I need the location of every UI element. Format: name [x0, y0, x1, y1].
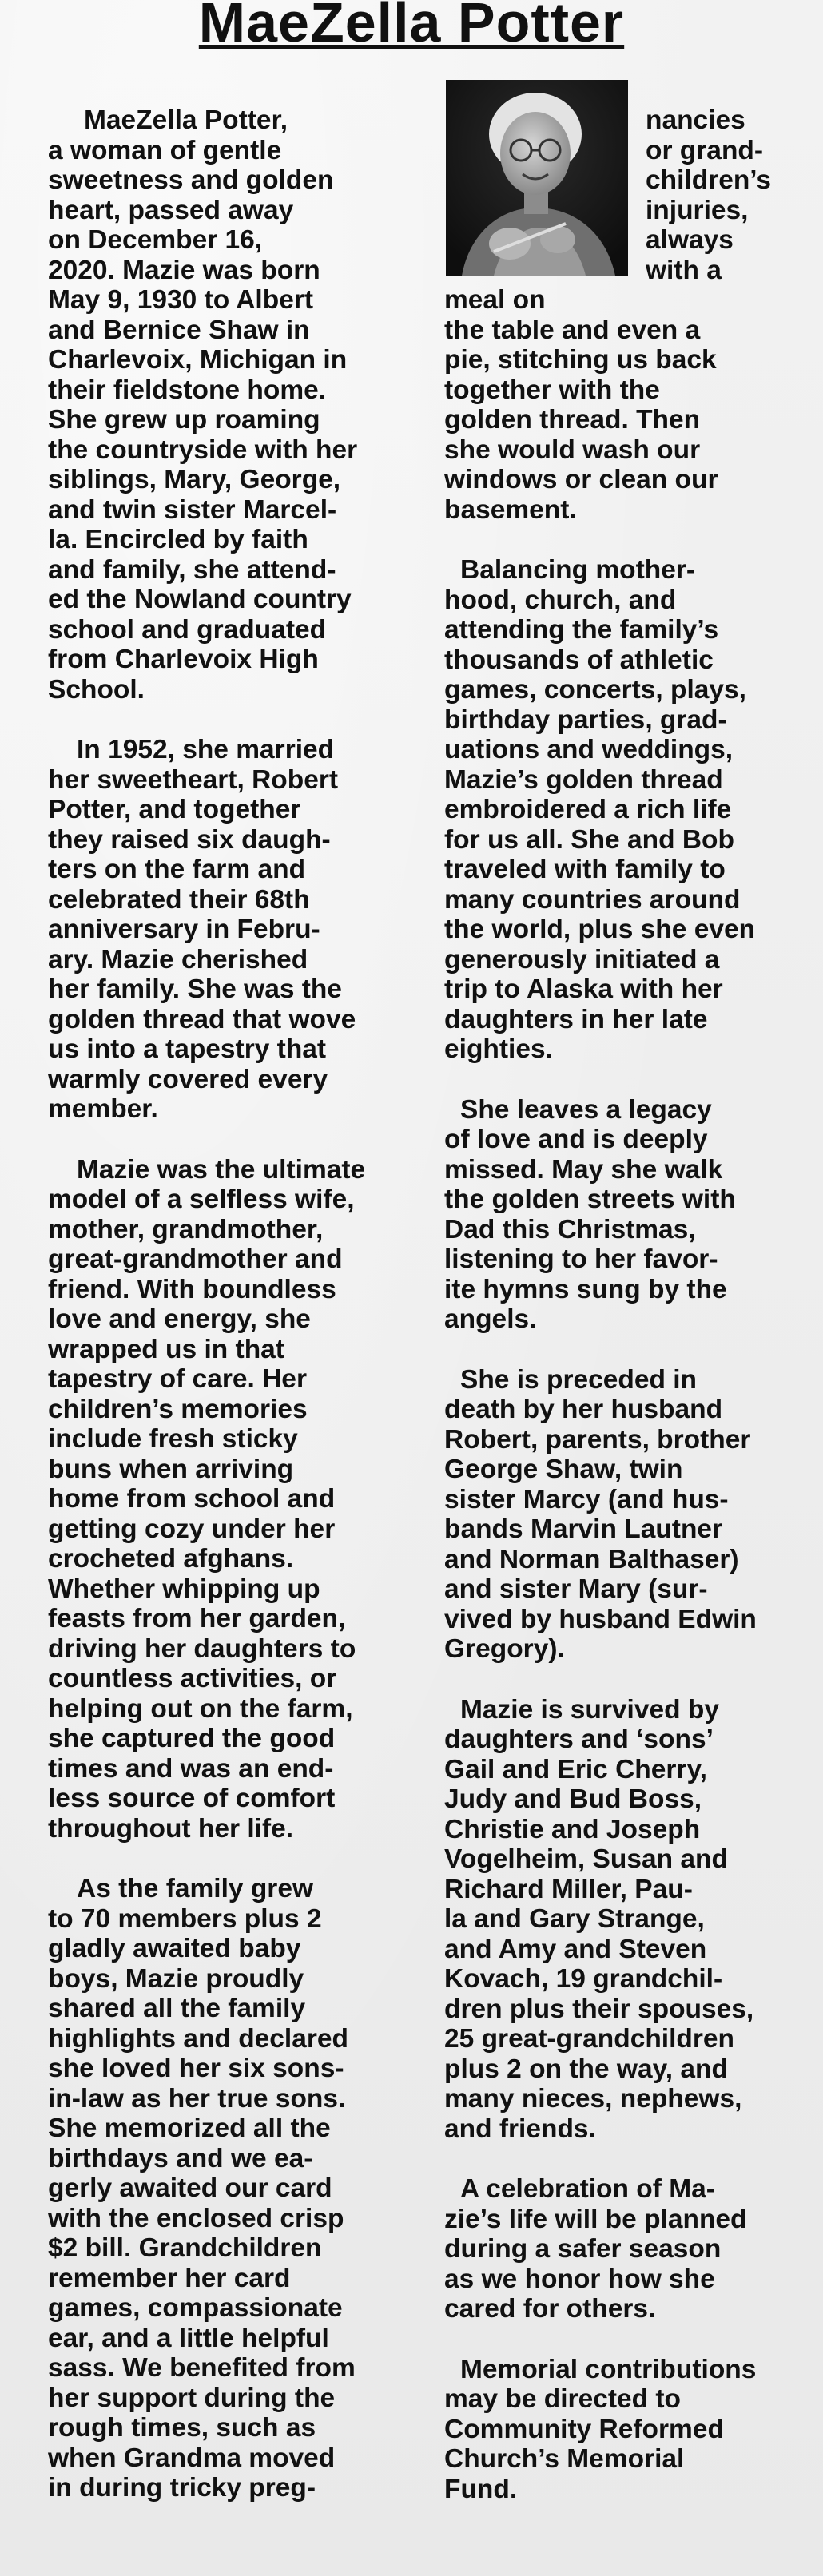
text-line: less source of comfort [48, 1784, 336, 1813]
text-line: meal on [444, 285, 546, 315]
text-line: and Norman Balthaser) [444, 1544, 739, 1574]
text-line: many nieces, nephews, [444, 2084, 742, 2114]
text-line: windows or clean our [444, 465, 718, 494]
text-line: Mazie is survived by [460, 1694, 719, 1725]
text-line: As the family grew [77, 1874, 314, 1903]
text-line: helping out on the farm, [48, 1693, 353, 1724]
text-line: She grew up roaming [48, 405, 320, 435]
text-line: Robert, parents, brother [444, 1424, 751, 1455]
text-line: her sweetheart, Robert [48, 764, 339, 795]
text-line: dren plus their spouses, [444, 1994, 754, 2024]
text-line: Whether whipping up [48, 1574, 320, 1604]
text-line: boys, Mazie proudly [48, 1963, 304, 1994]
text-line: birthday parties, grad- [444, 705, 727, 735]
text-line: shared all the family [48, 1994, 306, 2023]
text-line: Church’s Memorial [444, 2444, 685, 2474]
text-line: together with the [444, 375, 660, 405]
text-line: great-grandmother and [48, 1244, 343, 1274]
text-line: from Charlevoix High [48, 645, 319, 674]
text-line: and sister Mary (sur- [444, 1574, 708, 1604]
text-line: Judy and Bud Boss, [444, 1784, 702, 1814]
text-line: School. [48, 674, 145, 705]
left-column [48, 105, 392, 2534]
text-line: She is preceded in [460, 1364, 698, 1395]
text-line: gerly awaited our card [48, 2173, 332, 2203]
text-line: gladly awaited baby [48, 1934, 301, 1963]
text-line: wrapped us in that [48, 1334, 284, 1364]
text-line: ite hymns sung by the [444, 1274, 727, 1304]
text-line: Gail and Eric Cherry, [444, 1754, 707, 1784]
text-line: sweetness and golden [48, 165, 334, 195]
text-line: of love and is deeply [444, 1125, 708, 1154]
text-line: she loved her six sons- [48, 2054, 344, 2083]
text-line: ear, and a little helpful [48, 2323, 329, 2353]
text-line: always [646, 225, 734, 255]
text-line: 25 great-grandchildren [444, 2024, 735, 2054]
text-line: Community Reformed [444, 2414, 724, 2444]
text-line: ters on the farm and [48, 855, 306, 884]
text-line: the countryside with her [48, 435, 358, 465]
text-line: death by her husband [444, 1395, 723, 1424]
text-line: ed the Nowland country [48, 585, 352, 614]
text-line: In 1952, she married [77, 735, 335, 764]
text-line: anniversary in Febru- [48, 915, 320, 944]
text-line: attending the family’s [444, 615, 719, 645]
text-line: Gregory). [444, 1634, 565, 1664]
text-line: George Shaw, twin [444, 1455, 683, 1484]
text-line: golden thread. Then [444, 405, 701, 435]
text-line: Potter, and together [48, 795, 301, 824]
text-line: the table and even a [444, 315, 701, 345]
text-line: basement. [444, 494, 577, 525]
text-line: celebrated their 68th [48, 884, 310, 915]
paragraph [48, 1155, 392, 1844]
text-line: Richard Miller, Pau- [444, 1874, 693, 1904]
text-line: many countries around [444, 884, 741, 915]
text-line: driving her daughters to [48, 1633, 356, 1664]
text-line: siblings, Mary, George, [48, 465, 341, 494]
text-line: and Amy and Steven [444, 1934, 707, 1964]
text-line: children’s memories [48, 1394, 308, 1424]
text-line: daughters and ‘sons’ [444, 1725, 714, 1754]
text-line: and Bernice Shaw in [48, 315, 310, 345]
text-line: and family, she attend- [48, 554, 336, 585]
text-line: model of a selfless wife, [48, 1185, 355, 1214]
text-line: games, compassionate [48, 2293, 343, 2323]
text-line: love and energy, she [48, 1304, 311, 1334]
text-line: they raised six daugh- [48, 824, 331, 855]
text-line: remember her card [48, 2263, 291, 2293]
text-line: in-law as her true sons. [48, 2083, 346, 2114]
text-line: for us all. She and Bob [444, 824, 734, 855]
text-line: their fieldstone home. [48, 375, 327, 405]
paragraph [444, 2174, 796, 2324]
text-line: cared for others. [444, 2294, 656, 2324]
text-line: buns when arriving [48, 1454, 294, 1484]
paragraph [48, 105, 392, 705]
text-line: generously initiated a [444, 944, 720, 974]
text-line: rough times, such as [48, 2413, 316, 2443]
text-line: la. Encircled by faith [48, 525, 308, 554]
portrait-photo [446, 80, 628, 276]
text-line: eighties. [444, 1034, 553, 1064]
text-line: golden thread that wove [48, 1004, 356, 1034]
text-line: the world, plus she even [444, 915, 756, 944]
text-line: uations and weddings, [444, 735, 734, 764]
text-line: la and Gary Strange, [444, 1904, 705, 1934]
text-line: throughout her life. [48, 1813, 294, 1844]
text-line: include fresh sticky [48, 1424, 298, 1454]
text-line: she captured the good [48, 1724, 336, 1753]
text-line: Charlevoix, Michigan in [48, 345, 348, 375]
text-line: thousands of athletic [444, 645, 714, 675]
paragraph [48, 1874, 392, 2503]
text-line: with a [646, 255, 722, 285]
text-line: crocheted afghans. [48, 1544, 294, 1574]
text-line: warmly covered every [48, 1064, 328, 1094]
text-line: She leaves a legacy [460, 1094, 712, 1125]
text-line: countless activities, or [48, 1664, 337, 1693]
right-column [444, 105, 796, 2534]
paragraph [444, 1695, 796, 2145]
text-line: her support during the [48, 2383, 336, 2413]
text-line: her family. She was the [48, 974, 343, 1004]
text-line: highlights and declared [48, 2023, 348, 2054]
text-line: Dad this Christmas, [444, 1214, 696, 1244]
text-line: traveled with family to [444, 855, 726, 884]
text-line: zie’s life will be planned [444, 2204, 747, 2234]
text-line: Christie and Joseph [444, 1814, 701, 1844]
text-line: sister Marcy (and hus- [444, 1484, 729, 1514]
text-line: feasts from her garden, [48, 1604, 346, 1633]
text-line: heart, passed away [48, 195, 294, 225]
text-line: with the enclosed crisp [48, 2203, 344, 2233]
text-line: when Grandma moved [48, 2443, 336, 2473]
text-line: Mazie’s golden thread [444, 764, 723, 795]
text-line: A celebration of Ma- [460, 2174, 715, 2204]
text-line: may be directed to [444, 2384, 682, 2414]
text-line: in during tricky preg- [48, 2473, 316, 2503]
paragraph [444, 105, 796, 525]
text-line: plus 2 on the way, and [444, 2054, 728, 2084]
text-line: missed. May she walk [444, 1154, 723, 1185]
text-line: bands Marvin Lautner [444, 1514, 723, 1544]
text-line: and twin sister Marcel- [48, 494, 337, 525]
text-line: tapestry of care. Her [48, 1364, 307, 1394]
text-line: or grand- [646, 135, 764, 165]
text-line: Kovach, 19 grandchil- [444, 1964, 723, 1994]
text-line: May 9, 1930 to Albert [48, 285, 314, 315]
text-line: school and graduated [48, 614, 327, 645]
text-line: pie, stitching us back [444, 345, 717, 375]
text-line: mother, grandmother, [48, 1214, 324, 1244]
text-line: 2020. Mazie was born [48, 255, 320, 285]
paragraph [444, 1095, 796, 1335]
paragraph [444, 1365, 796, 1665]
text-line: Vogelheim, Susan and [444, 1844, 728, 1874]
text-line: member. [48, 1094, 158, 1124]
text-line: MaeZella Potter, [84, 105, 288, 135]
text-line: and friends. [444, 2114, 596, 2144]
text-line: Mazie was the ultimate [77, 1154, 366, 1185]
page-title: MaeZella Potter [198, 0, 625, 54]
paragraph [48, 735, 392, 1125]
text-line: injuries, [646, 195, 749, 225]
text-line: Memorial contributions [460, 2354, 757, 2384]
text-line: times and was an end- [48, 1753, 334, 1784]
text-line: friend. With boundless [48, 1274, 336, 1304]
text-line: $2 bill. Grandchildren [48, 2233, 322, 2263]
text-line: us into a tapestry that [48, 1034, 327, 1064]
paragraph [444, 555, 796, 1065]
text-line: home from school and [48, 1484, 336, 1514]
text-line: hood, church, and [444, 585, 677, 615]
text-line: trip to Alaska with her [444, 974, 723, 1004]
text-line: games, concerts, plays, [444, 675, 746, 705]
text-line: getting cozy under her [48, 1514, 336, 1544]
text-line: a woman of gentle [48, 135, 282, 165]
text-line: Balancing mother- [460, 555, 696, 585]
text-line: angels. [444, 1304, 537, 1334]
text-line: vived by husband Edwin [444, 1604, 757, 1634]
text-line: sass. We benefited from [48, 2353, 356, 2383]
paragraph [444, 2355, 796, 2505]
text-line: the golden streets with [444, 1185, 736, 1214]
text-line: listening to her favor- [444, 1244, 718, 1274]
text-line: ary. Mazie cherished [48, 944, 308, 974]
text-line: to 70 members plus 2 [48, 1903, 322, 1934]
text-line: birthdays and we ea- [48, 2143, 313, 2173]
text-line: as we honor how she [444, 2264, 715, 2294]
text-line: Fund. [444, 2474, 518, 2504]
text-line: children’s [646, 165, 771, 195]
text-line: She memorized all the [48, 2114, 331, 2143]
text-line: on December 16, [48, 225, 263, 255]
text-line: she would wash our [444, 435, 701, 465]
text-line: daughters in her late [444, 1004, 708, 1034]
text-line: embroidered a rich life [444, 795, 732, 824]
text-line: nancies [646, 105, 745, 135]
text-line: during a safer season [444, 2234, 722, 2264]
